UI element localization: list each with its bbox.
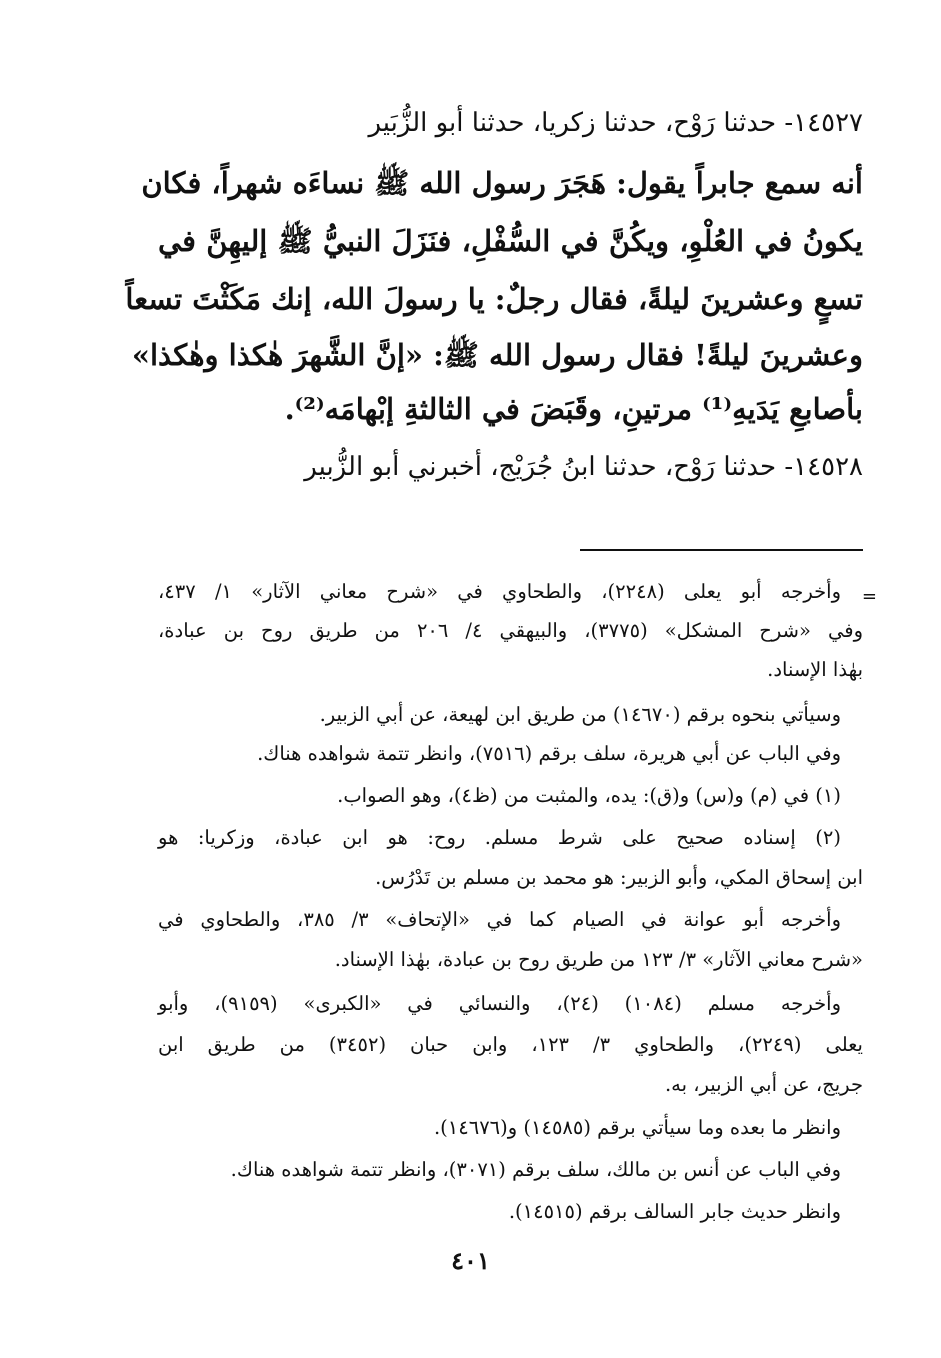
footnote-separator [580, 549, 863, 551]
footnote-continuation-mark: = [861, 586, 877, 607]
footnote-2-line-2: ابن إسحاق المكي، وأبو الزبير: هو محمد بن مسلم بن تَدْرُس. [375, 866, 863, 889]
page-number: ٤٠١ [451, 1246, 490, 1275]
footnote-line-2: وفي «شرح المشكل» (٣٧٧٥)، والبيهقي ٤/ ٢٠٦ من طريق روح بن عبادة، [158, 619, 863, 642]
footnote-2-line-4: «شرح معاني الآثار» ٣/ ١٢٣ من طريق روح بن عبادة، بهٰذا الإسناد. [334, 948, 863, 971]
footnote-2-line-7: جريج، عن أبي الزبير، به. [664, 1073, 863, 1096]
footnote-line-5: وفي الباب عن أبي هريرة، سلف برقم (٧٥١٦)، وانظر تتمة شواهده هناك. [257, 742, 841, 765]
hadith-1-text-line-5: بأصابعِ يَدَيهِ⁽¹⁾ مرتينِ، وقَبَضَ في الثالثةِ إبْهامَه⁽²⁾. [284, 392, 863, 426]
footnote-2-line-8: وانظر ما بعده وما سيأتي برقم (١٤٥٨٥) و(١٤٦٧٦). [433, 1116, 841, 1139]
footnote-2-line-10: وانظر حديث جابر السالف برقم (١٤٥١٥). [508, 1200, 841, 1223]
footnote-line-4: وسيأتي بنحوه برقم (١٤٦٧٠) من طريق ابن لهيعة، عن أبي الزبير. [319, 703, 841, 726]
hadith-1-text-line-1: أنه سمع جابراً يقول: هَجَرَ رسول الله ﷺ نساءَه شهراً، فكان [141, 166, 863, 200]
footnote-2-line-3: وأخرجه أبو عوانة في الصيام كما في «الإتحاف» ٣/ ٣٨٥، والطحاوي في [158, 908, 841, 931]
hadith-2-chain: ١٤٥٢٨- حدثنا رَوْح، حدثنا ابنُ جُرَيْج، أخبرني أبو الزُّبير [304, 452, 863, 482]
footnote-line-3: بهٰذا الإسناد. [767, 658, 863, 681]
footnote-line-1: وأخرجه أبو يعلى (٢٢٤٨)، والطحاوي في «شرح معاني الآثار» ١/ ٤٣٧، [158, 580, 841, 603]
footnote-2-line-6: يعلى (٢٢٤٩)، والطحاوي ٣/ ١٢٣، وابن حبان (٣٤٥٢) من طريق ابن [158, 1033, 863, 1056]
footnote-2-line-5: وأخرجه مسلم (١٠٨٤) (٢٤)، والنسائي في «الكبرى» (٩١٥٩)، وأبو [158, 992, 842, 1015]
footnote-2-line-9: وفي الباب عن أنس بن مالك، سلف برقم (٣٠٧١)، وانظر تتمة شواهده هناك. [230, 1158, 841, 1181]
footnote-1: (١) في (م) و(س) و(ق): يده، والمثبت من (ظ٤)، وهو الصواب. [337, 784, 841, 807]
hadith-1-text-line-3: تسعٍ وعشرينَ ليلةً، فقال رجلٌ: يا رسولَ الله، إنك مَكَثْتَ تسعاً [125, 282, 863, 316]
hadith-1-text-line-4: وعشرينَ ليلةً! فقال رسول الله ﷺ: «إنَّ الشَّهرَ هٰكذا وهٰكذا» [131, 338, 863, 372]
footnote-2-line-1: (٢) إسناده صحيح على شرط مسلم. روح: هو ابن عبادة، وزكريا: هو [158, 826, 841, 849]
hadith-1-text-line-2: يكونُ في العُلْوِ، ويكُنَّ في السُّفْلِ، فنَزَلَ النبيُّ ﷺ إليهِنَّ في [158, 224, 863, 258]
hadith-1-chain: ١٤٥٢٧- حدثنا رَوْح، حدثنا زكريا، حدثنا أبو الزُّبَير [368, 108, 863, 138]
